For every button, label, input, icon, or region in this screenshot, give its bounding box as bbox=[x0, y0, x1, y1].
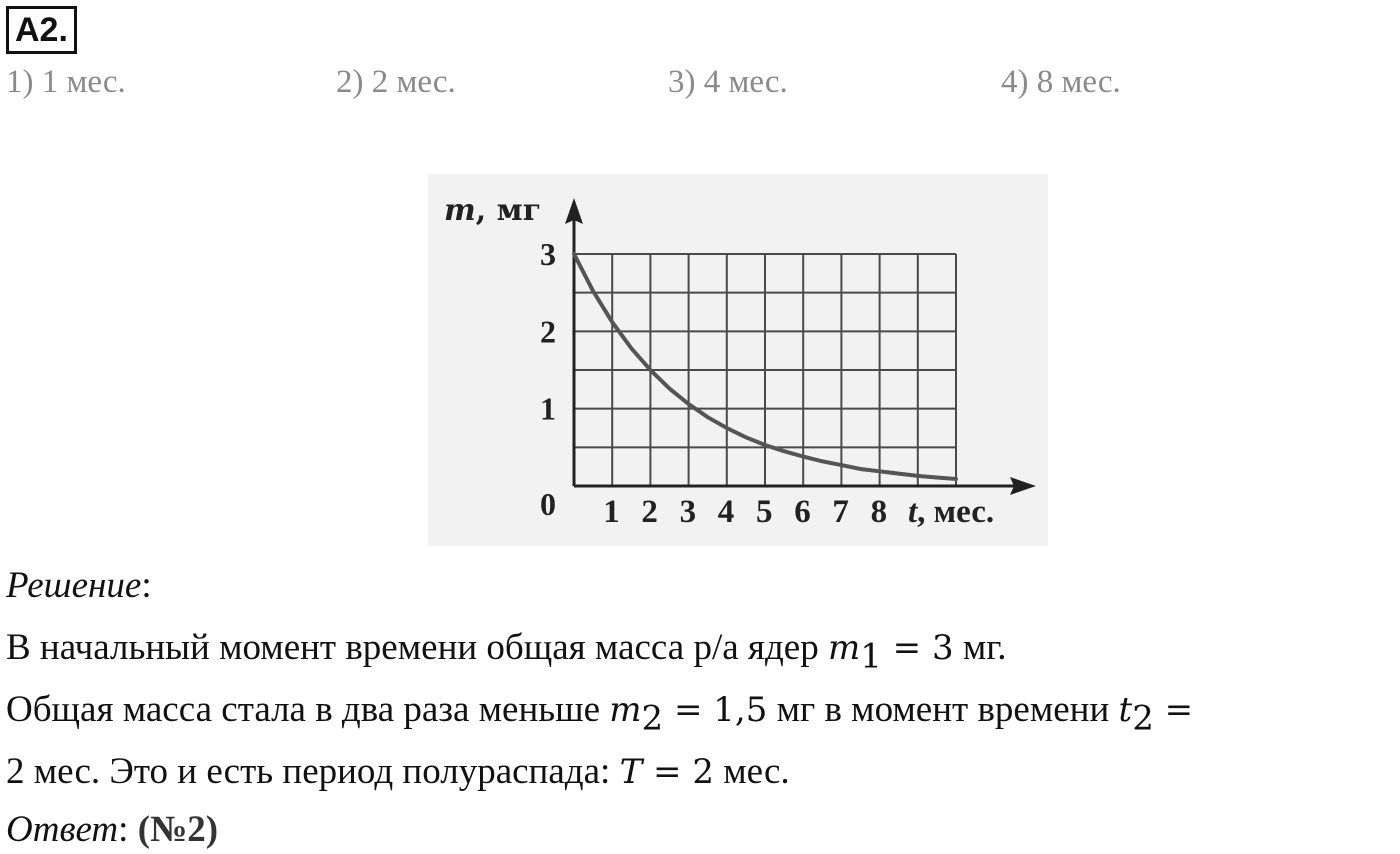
x-tick-label: 7 bbox=[832, 494, 849, 530]
answer-title: Ответ bbox=[6, 809, 119, 850]
y-tick-label: 2 bbox=[540, 313, 556, 350]
solution-line-3: 2 мес. Это и есть период полураспада: T = 2 мес. bbox=[6, 751, 790, 792]
option-2[interactable]: 2) 2 мес. bbox=[336, 64, 456, 100]
option-1[interactable]: 1) 1 мес. bbox=[6, 64, 126, 100]
option-4[interactable]: 4) 8 мес. bbox=[1001, 64, 1121, 100]
origin-label: 0 bbox=[540, 486, 556, 522]
y-axis-label: m, мг bbox=[444, 193, 542, 228]
x-tick-label: 2 bbox=[641, 494, 658, 530]
answer-line: Ответ: (№2) bbox=[6, 809, 219, 850]
decay-chart bbox=[428, 174, 1048, 546]
answer-value: (№2) bbox=[137, 809, 219, 850]
x-tick-label: 1 bbox=[603, 494, 620, 530]
answer-options bbox=[0, 64, 1400, 108]
solution-line-1: В начальный момент времени общая масса р/а ядер $m_1 = 3$ мг. bbox=[6, 627, 1007, 677]
x-tick-label: 3 bbox=[679, 494, 697, 530]
solution-title: Решение: bbox=[6, 565, 152, 606]
x-tick-label: 8 bbox=[870, 494, 888, 530]
x-axis-label: t, мес. bbox=[908, 494, 995, 530]
x-tick-label: 4 bbox=[717, 494, 735, 530]
x-tick-label: 5 bbox=[756, 494, 773, 530]
question-number: А2. bbox=[6, 6, 77, 54]
y-tick-label: 1 bbox=[540, 390, 556, 427]
y-tick-label: 3 bbox=[540, 236, 556, 272]
x-tick-label: 6 bbox=[794, 494, 811, 530]
solution-line-2: Общая масса стала в два раза меньше $m_2 = 1,5$ мг в момент времени $t_2$ = bbox=[6, 689, 1194, 739]
option-3[interactable]: 3) 4 мес. bbox=[668, 64, 788, 100]
